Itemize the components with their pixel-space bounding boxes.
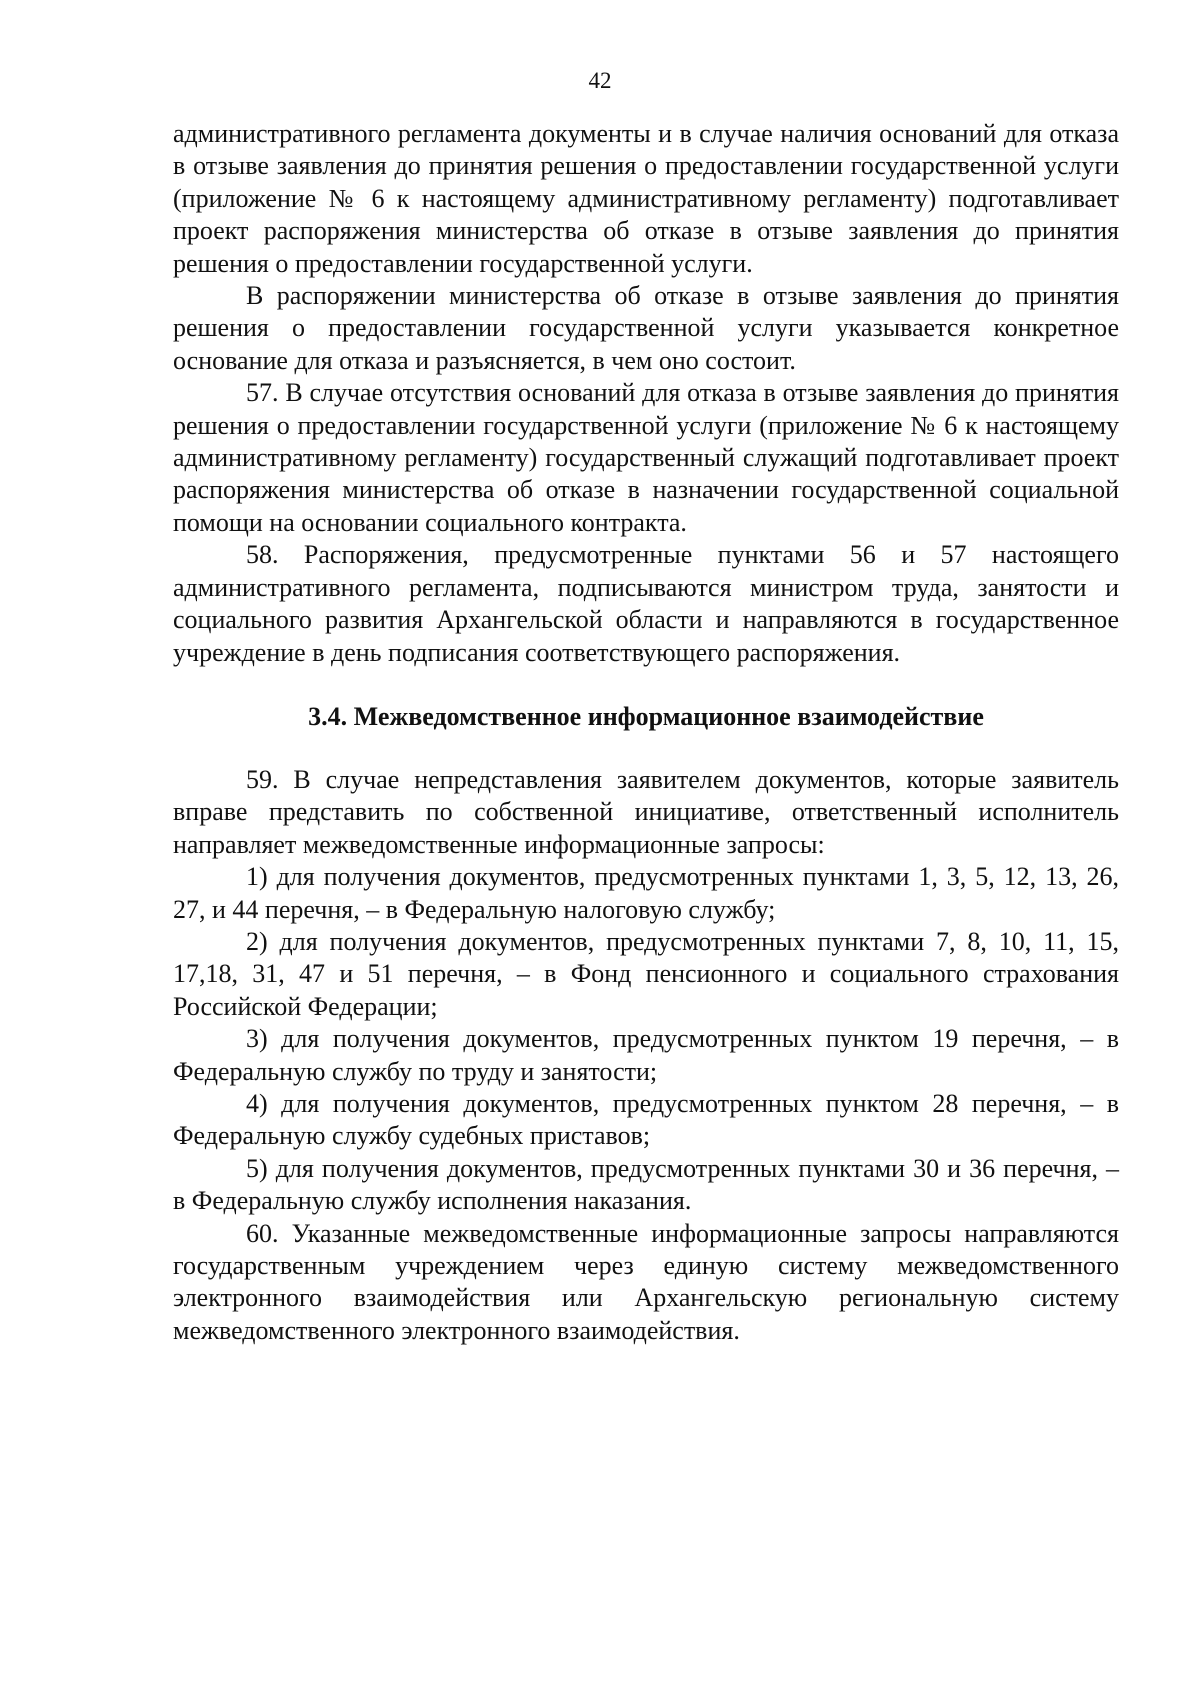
paragraph-refusal-order-content: В распоряжении министерства об отказе в отзыве заявления до принятия решения о предоставлении государственной услуги указывается конкретное основание для отказа и разъясняется, в чем оно состоит.	[173, 281, 1119, 375]
paragraph-58: 58. Распоряжения, предусмотренные пунктами 56 и 57 настоящего административного регламента, подписываются министром труда, занятости и социального развития Архангельской области и направляются в государственное учреждение в день подписания соответствующего распоряжения.	[173, 540, 1119, 667]
list-item-4: 4) для получения документов, предусмотренных пунктом 28 перечня, – в Федеральную службу судебных приставов;	[173, 1088, 1119, 1151]
list-item-5: 5) для получения документов, предусмотренных пунктами 30 и 36 перечня, – в Федеральную службу исполнения наказания.	[173, 1153, 1119, 1216]
paragraph-continuation: административного регламента документы и в случае наличия оснований для отказа в отзыве заявления до принятия решения о предоставлении государственной услуги (приложение № 6 к настоящему административному регламенту) подготавливает проект распоряжения министерства об отказе в отзыве заявления до принятия решения о предоставлении государственной услуги.	[173, 119, 1119, 278]
section-heading: 3.4. Межведомственное информационное взаимодействие	[308, 701, 984, 731]
document-body	[173, 118, 1119, 1347]
paragraph-57: 57. В случае отсутствия оснований для отказа в отзыве заявления до принятия решения о предоставлении государственной услуги (приложение № 6 к настоящему административному регламенту) государственный служащий подготавливает проект распоряжения министерства об отказе в назначении государственной социальной помощи на основании социального контракта.	[173, 378, 1119, 537]
list-item-2: 2) для получения документов, предусмотренных пунктами 7, 8, 10, 11, 15, 17,18, 31, 47 и 51 перечня, – в Фонд пенсионного и социального страхования Российской Федерации;	[173, 926, 1119, 1021]
paragraph-59: 59. В случае непредставления заявителем документов, которые заявитель вправе представить по собственной инициативе, ответственный исполнитель направляет межведомственные информационные запросы:	[173, 764, 1119, 859]
page-number: 42	[588, 68, 612, 93]
list-item-1: 1) для получения документов, предусмотренных пунктами 1, 3, 5, 12, 13, 26, 27, и 44 перечня, – в Федеральную налоговую службу;	[173, 862, 1119, 924]
list-item-3: 3) для получения документов, предусмотренных пунктом 19 перечня, – в Федеральную службу по труду и занятости;	[173, 1024, 1119, 1086]
paragraph-60: 60. Указанные межведомственные информационные запросы направляются государственным учреждением через единую систему межведомственного электронного взаимодействия или Архангельскую региональную систему межведомственного электронного взаимодействия.	[173, 1218, 1119, 1345]
